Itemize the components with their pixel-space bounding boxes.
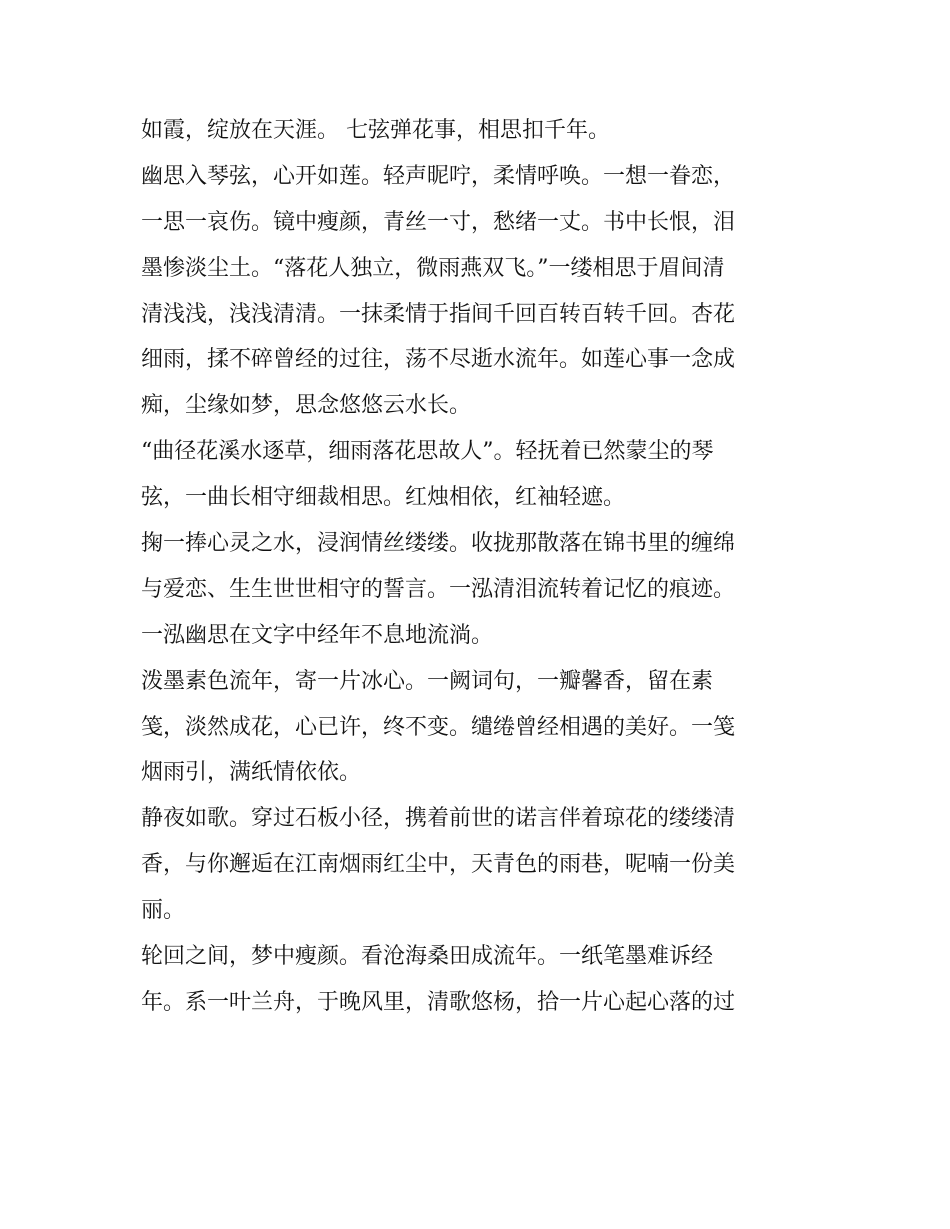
- text-line: 与爱恋、生生世世相守的誓言。一泓清泪流转着记忆的痕迹。: [141, 576, 736, 602]
- text-line: 一思一哀伤。镜中瘦颜，青丝一寸，愁绪一丈。书中长恨，泪: [141, 209, 736, 235]
- text-line: 烟雨引，满纸情依依。: [141, 760, 362, 786]
- text-line: 轮回之间，梦中瘦颜。看沧海桑田成流年。一纸笔墨难诉经: [141, 944, 714, 970]
- text-line: 幽思入琴弦，心开如莲。轻声昵咛，柔情呼唤。一想一眷恋，: [141, 163, 736, 189]
- text-line: 丽。: [141, 898, 186, 924]
- body-text: [141, 108, 831, 1026]
- text-line: 细雨，揉不碎曾经的过往，荡不尽逝水流年。如莲心事一念成: [141, 347, 736, 373]
- text-line: 年。系一叶兰舟，于晚风里，清歌悠杨，拾一片心起心落的过: [141, 989, 736, 1015]
- text-line: 清浅浅，浅浅清清。一抹柔情于指间千回百转百转千回。杏花: [141, 301, 736, 327]
- text-line: 一泓幽思在文字中经年不息地流淌。: [141, 622, 494, 648]
- text-line: 香，与你邂逅在江南烟雨红尘中，天青色的雨巷，呢喃一份美: [141, 852, 736, 878]
- text-line: “曲径花溪水逐草，细雨落花思故人”。轻抚着已然蒙尘的琴: [141, 439, 714, 465]
- text-line: 墨惨淡尘土。“落花人独立，微雨燕双飞。”一缕相思于眉间清: [141, 255, 725, 281]
- text-line: 笺，淡然成花，心已许，终不变。缱绻曾经相遇的美好。一笺: [141, 714, 736, 740]
- text-line: 泼墨素色流年，寄一片冰心。一阙词句，一瓣馨香，留在素: [141, 668, 714, 694]
- text-line: 静夜如歌。穿过石板小径，携着前世的诺言伴着琼花的缕缕清: [141, 806, 736, 832]
- text-line: 痴，尘缘如梦，思念悠悠云水长。: [141, 393, 472, 419]
- text-line: 弦，一曲长相守细裁相思。红烛相依，红袖轻遮。: [141, 485, 626, 511]
- text-line: 掬一捧心灵之水，浸润情丝缕缕。收拢那散落在锦书里的缠绵: [141, 531, 736, 557]
- text-line: 如霞，绽放在天涯。 七弦弹花事，相思扣千年。: [141, 118, 610, 143]
